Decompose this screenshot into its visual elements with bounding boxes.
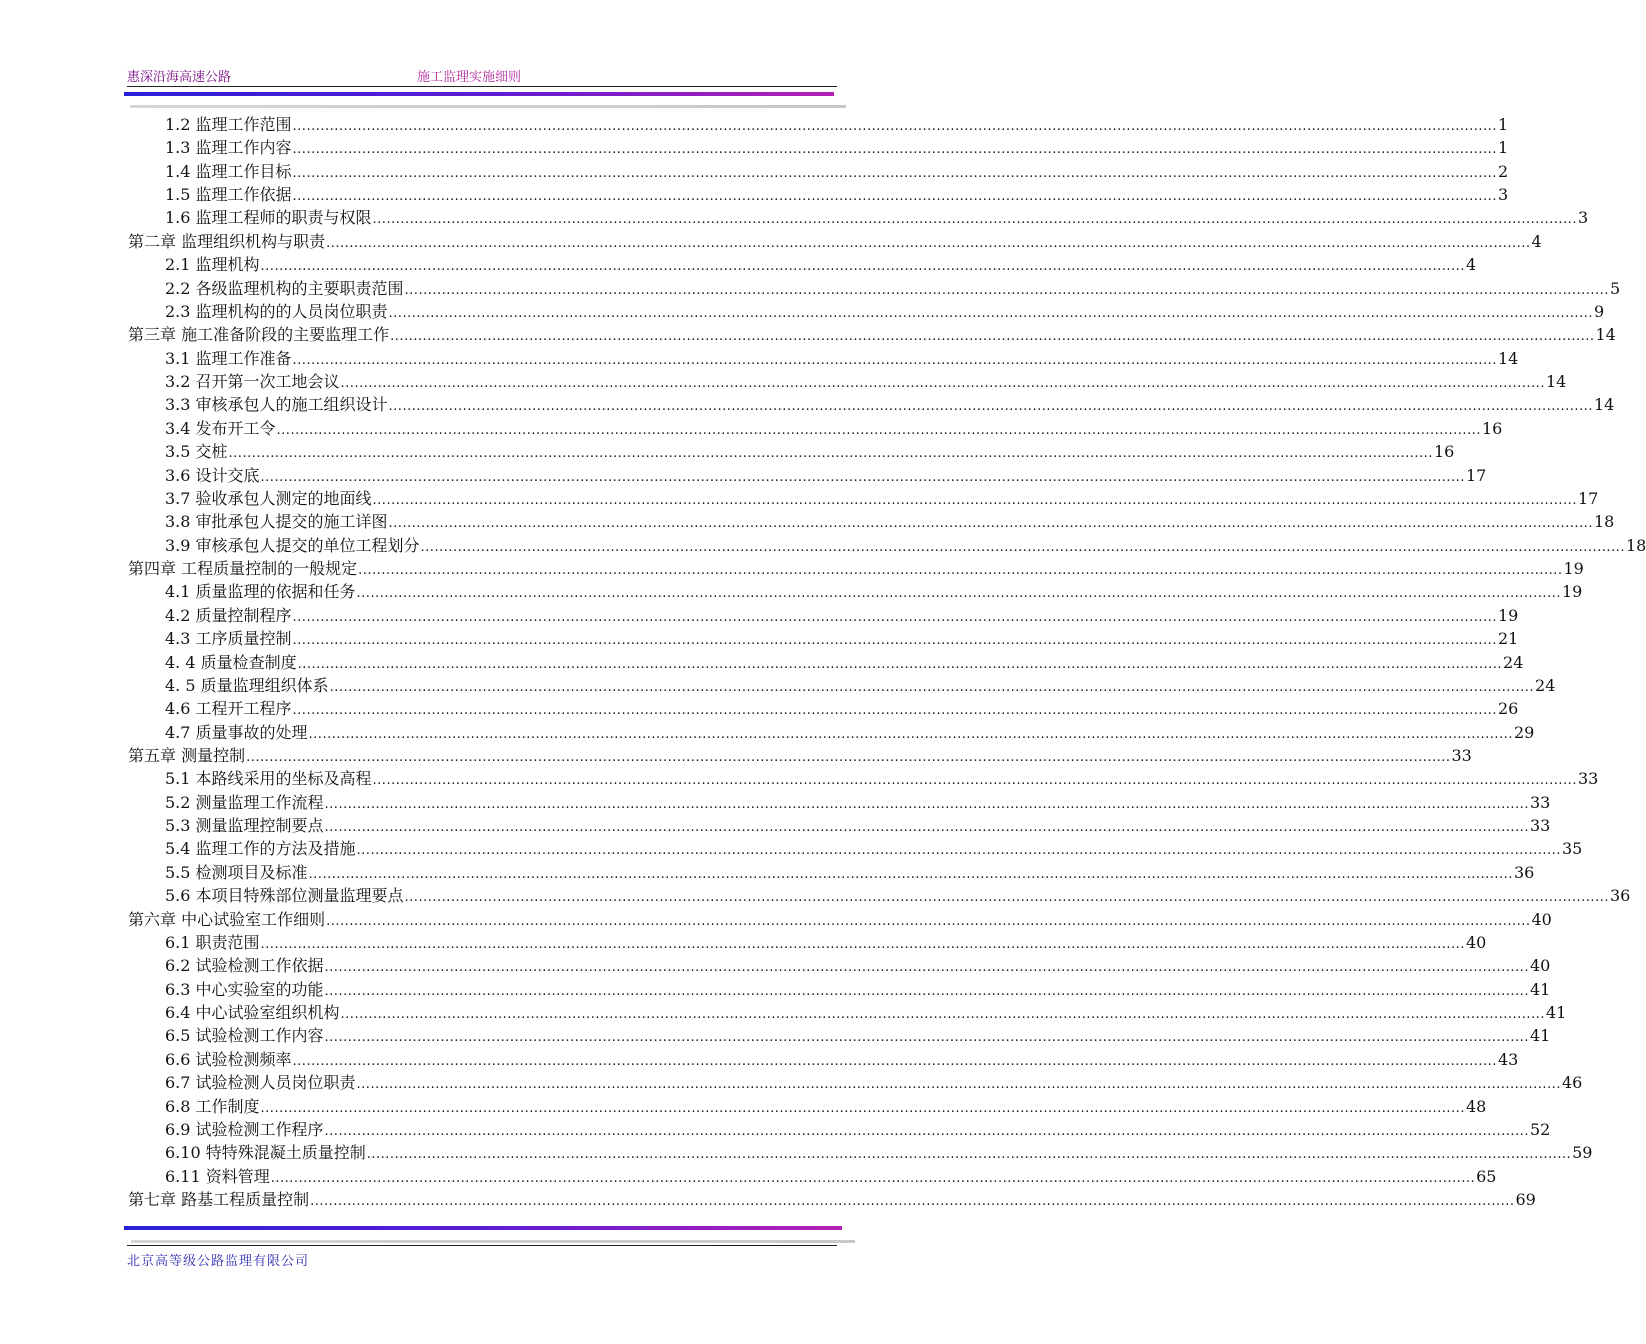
toc-entry-label: 5.4 监理工作的方法及措施 [165,839,356,859]
toc-entry-page-number: 2 [1497,161,1509,181]
toc-entry-page-number: 33 [1577,769,1599,789]
toc-dot-leader: .................................................................................................................................................................................................................................................................... [340,376,1545,392]
toc-entry-section[interactable] [165,884,1631,907]
toc-entry-section[interactable] [165,580,1583,603]
toc-entry-section[interactable] [165,370,1567,393]
toc-entry-page-number: 40 [1531,909,1552,929]
toc-entry-page-number: 69 [1515,1190,1536,1210]
toc-entry-page-number: 36 [1609,886,1631,906]
toc-entry-page-number: 48 [1465,1096,1487,1116]
toc-entry-label: 1.2 监理工作范围 [165,115,292,134]
toc-entry-label: 第七章 路基工程质量控制 [128,1190,310,1210]
toc-entry-label: 3.9 审核承包人提交的单位工程划分 [165,535,420,555]
toc-entry-label: 3.1 监理工作准备 [165,348,292,368]
toc-dot-leader: .................................................................................................................................................................................................................................................................... [292,119,1497,134]
toc-dot-leader: .................................................................................................................................................................................................................................................................... [276,422,1481,438]
toc-dot-leader: .................................................................................................................................................................................................................................................................... [270,1170,1476,1186]
toc-entry-section[interactable] [165,113,1509,136]
toc-entry-label: 6.4 中心试验室组织机构 [165,1003,340,1023]
toc-entry-label: 5.1 本路线采用的坐标及高程 [165,769,372,789]
toc-entry-label: 5.5 检测项目及标准 [165,862,308,882]
toc-dot-leader: .................................................................................................................................................................................................................................................................... [308,866,1513,882]
toc-dot-leader: .................................................................................................................................................................................................................................................................... [372,212,1577,228]
toc-entry-label: 3.7 验收承包人测定的地面线 [165,488,372,508]
toc-entry-label: 6.10 特特殊混凝土质量控制 [165,1143,366,1163]
toc-entry-section[interactable] [165,627,1519,650]
toc-entry-page-number: 18 [1593,512,1615,532]
toc-dot-leader: .................................................................................................................................................................................................................................................................... [292,1053,1497,1069]
toc-entry-page-number: 36 [1513,862,1535,882]
toc-entry-label: 4.2 质量控制程序 [165,605,292,625]
toc-entry-label: 第三章 施工准备阶段的主要监理工作 [128,325,390,345]
toc-entry-section[interactable] [165,1141,1593,1164]
toc-entry-page-number: 14 [1497,348,1519,368]
footer-divider-line [127,1245,837,1246]
footer-company-name: 北京高等级公路监理有限公司 [127,1254,310,1269]
toc-entry-page-number: 9 [1593,301,1605,321]
toc-dot-leader: .................................................................................................................................................................................................................................................................... [324,960,1529,976]
toc-dot-leader: .................................................................................................................................................................................................................................................................... [292,165,1497,181]
toc-dot-leader: .................................................................................................................................................................................................................................................................... [326,913,1531,929]
toc-entry-page-number: 41 [1529,979,1551,999]
toc-entry-page-number: 16 [1481,418,1503,438]
toc-dot-leader: .................................................................................................................................................................................................................................................................... [356,586,1561,602]
header-divider-line [127,86,837,87]
toc-dot-leader: .................................................................................................................................................................................................................................................................... [292,703,1497,719]
toc-entry-label: 3.4 发布开工令 [165,418,276,438]
toc-entry-page-number: 21 [1497,629,1519,649]
header-project-name: 惠深沿海高速公路 [127,70,232,85]
toc-entry-section[interactable] [165,978,1551,1001]
toc-entry-chapter[interactable] [128,1188,1536,1211]
toc-entry-page-number: 14 [1595,325,1616,345]
toc-entry-page-number: 52 [1529,1119,1551,1139]
toc-entry-label: 6.1 职责范围 [165,932,260,952]
toc-entry-label: 3.2 召开第一次工地会议 [165,372,340,392]
toc-entry-page-number: 14 [1593,395,1615,415]
toc-dot-leader: .................................................................................................................................................................................................................................................................... [292,633,1497,649]
toc-entry-page-number: 4 [1465,255,1477,275]
toc-dot-leader: .................................................................................................................................................................................................................................................................... [324,1123,1529,1139]
toc-entry-section[interactable] [165,697,1519,720]
toc-entry-page-number: 4 [1531,231,1542,251]
toc-entry-section[interactable] [165,510,1615,533]
toc-entry-label: 6.7 试验检测人员岗位职责 [165,1073,356,1093]
toc-dot-leader: .................................................................................................................................................................................................................................................................... [292,609,1497,625]
toc-dot-leader: .................................................................................................................................................................................................................................................................... [292,142,1497,158]
toc-entry-section[interactable] [165,1001,1567,1024]
toc-entry-section[interactable] [165,183,1509,206]
toc-entry-label: 4. 5 质量监理组织体系 [165,675,329,695]
toc-entry-label: 3.5 交桩 [165,442,228,462]
footer-accent-bar [124,1226,842,1230]
toc-entry-chapter[interactable] [128,908,1552,931]
toc-entry-page-number: 19 [1563,559,1584,579]
toc-dot-leader: .................................................................................................................................................................................................................................................................... [228,446,1433,462]
toc-dot-leader: .................................................................................................................................................................................................................................................................... [388,516,1593,532]
toc-dot-leader: .................................................................................................................................................................................................................................................................... [340,1007,1545,1023]
toc-entry-section[interactable] [165,814,1551,837]
toc-entry-section[interactable] [165,1071,1583,1094]
footer-shadow-bar [131,1240,855,1243]
toc-entry-page-number: 26 [1497,699,1519,719]
toc-dot-leader: .................................................................................................................................................................................................................................................................... [310,1194,1515,1210]
toc-dot-leader: .................................................................................................................................................................................................................................................................... [260,1100,1465,1116]
toc-entry-section[interactable] [165,604,1519,627]
toc-entry-section[interactable] [165,253,1477,276]
toc-entry-label: 第五章 测量控制 [128,745,246,765]
toc-entry-label: 6.8 工作制度 [165,1096,260,1116]
toc-entry-section[interactable] [165,721,1535,744]
toc-entry-page-number: 35 [1561,839,1583,859]
toc-dot-leader: .................................................................................................................................................................................................................................................................... [260,936,1465,952]
toc-entry-label: 6.5 试验检测工作内容 [165,1026,324,1046]
toc-entry-page-number: 40 [1529,956,1551,976]
toc-dot-leader: .................................................................................................................................................................................................................................................................... [324,820,1529,836]
toc-dot-leader: .................................................................................................................................................................................................................................................................... [356,1077,1561,1093]
toc-dot-leader: .................................................................................................................................................................................................................................................................... [246,749,1451,765]
toc-entry-page-number: 29 [1513,722,1535,742]
toc-entry-page-number: 41 [1545,1003,1567,1023]
toc-entry-page-number: 1 [1497,138,1509,158]
toc-dot-leader: .................................................................................................................................................................................................................................................................... [420,539,1625,555]
toc-entry-page-number: 18 [1625,535,1646,555]
toc-entry-page-number: 33 [1529,792,1551,812]
toc-entry-section[interactable] [165,136,1509,159]
toc-dot-leader: .................................................................................................................................................................................................................................................................... [388,305,1593,321]
toc-entry-section[interactable] [165,1048,1519,1071]
toc-entry-section[interactable] [165,931,1487,954]
toc-entry-section[interactable] [165,1024,1551,1047]
toc-entry-chapter[interactable] [128,744,1472,767]
toc-entry-section[interactable] [165,1118,1551,1141]
header-document-title: 施工监理实施细则 [417,70,522,85]
toc-dot-leader: .................................................................................................................................................................................................................................................................... [366,1147,1572,1163]
toc-entry-label: 3.6 设计交底 [165,465,260,485]
toc-entry-label: 第四章 工程质量控制的一般规定 [128,559,358,579]
toc-entry-page-number: 33 [1529,816,1551,836]
toc-entry-label: 1.5 监理工作依据 [165,185,292,205]
toc-entry-label: 2.2 各级监理机构的主要职责范围 [165,278,404,298]
toc-dot-leader: .................................................................................................................................................................................................................................................................... [292,352,1497,368]
toc-entry-section[interactable] [165,861,1535,884]
toc-entry-section[interactable] [165,277,1621,300]
toc-entry-section[interactable] [165,651,1524,674]
toc-entry-section[interactable] [165,440,1455,463]
toc-entry-label: 6.11 资料管理 [165,1166,270,1186]
toc-entry-chapter[interactable] [128,230,1542,253]
toc-entry-label: 4.6 工程开工程序 [165,699,292,719]
toc-entry-page-number: 33 [1451,745,1472,765]
toc-entry-label: 5.3 测量监理控制要点 [165,816,324,836]
page-header [127,66,837,86]
toc-entry-section[interactable] [165,206,1589,229]
toc-entry-page-number: 19 [1497,605,1519,625]
toc-entry-section[interactable] [165,464,1487,487]
toc-entry-page-number: 59 [1572,1143,1593,1163]
toc-dot-leader: .................................................................................................................................................................................................................................................................... [326,235,1531,251]
toc-entry-page-number: 3 [1497,185,1509,205]
toc-entry-page-number: 65 [1476,1166,1497,1186]
toc-entry-label: 5.2 测量监理工作流程 [165,792,324,812]
toc-entry-section[interactable] [165,1095,1487,1118]
toc-entry-page-number: 24 [1535,675,1556,695]
toc-entry-section[interactable] [165,534,1646,557]
toc-dot-leader: .................................................................................................................................................................................................................................................................... [324,983,1529,999]
toc-entry-page-number: 41 [1529,1026,1551,1046]
toc-entry-label: 6.9 试验检测工作程序 [165,1119,324,1139]
toc-dot-leader: .................................................................................................................................................................................................................................................................... [356,843,1561,859]
toc-entry-label: 1.4 监理工作目标 [165,161,292,181]
toc-entry-label: 3.8 审批承包人提交的施工详图 [165,512,388,532]
toc-dot-leader: .................................................................................................................................................................................................................................................................... [372,492,1577,508]
toc-entry-label: 3.3 审核承包人的施工组织设计 [165,395,388,415]
toc-entry-chapter[interactable] [128,557,1584,580]
toc-entry-page-number: 1 [1497,115,1509,134]
toc-entry-section[interactable] [165,954,1551,977]
toc-entry-section[interactable] [165,674,1556,697]
toc-entry-label: 1.3 监理工作内容 [165,138,292,158]
toc-entry-label: 1.6 监理工程师的职责与权限 [165,208,372,228]
toc-entry-section[interactable] [165,417,1503,440]
toc-dot-leader: .................................................................................................................................................................................................................................................................... [358,563,1563,579]
toc-dot-leader: .................................................................................................................................................................................................................................................................... [388,399,1593,415]
toc-dot-leader: .................................................................................................................................................................................................................................................................... [372,773,1577,789]
toc-entry-page-number: 16 [1433,442,1455,462]
toc-entry-section[interactable] [165,300,1605,323]
toc-dot-leader: .................................................................................................................................................................................................................................................................... [260,469,1465,485]
toc-entry-label: 4. 4 质量检查制度 [165,652,297,672]
toc-dot-leader: .................................................................................................................................................................................................................................................................... [292,189,1497,205]
toc-entry-section[interactable] [165,767,1599,790]
toc-dot-leader: .................................................................................................................................................................................................................................................................... [404,282,1609,298]
toc-dot-leader: .................................................................................................................................................................................................................................................................... [390,329,1595,345]
toc-entry-page-number: 19 [1561,582,1583,602]
toc-dot-leader: .................................................................................................................................................................................................................................................................... [308,726,1513,742]
toc-entry-label: 6.2 试验检测工作依据 [165,956,324,976]
toc-entry-label: 4.3 工序质量控制 [165,629,292,649]
toc-entry-page-number: 40 [1465,932,1487,952]
toc-entry-section[interactable] [165,487,1599,510]
toc-entry-section[interactable] [165,1165,1497,1188]
toc-dot-leader: .................................................................................................................................................................................................................................................................... [297,656,1503,672]
toc-dot-leader: .................................................................................................................................................................................................................................................................... [324,796,1529,812]
toc-entry-label: 第二章 监理组织机构与职责 [128,231,326,251]
toc-dot-leader: .................................................................................................................................................................................................................................................................... [260,259,1465,275]
toc-entry-label: 2.3 监理机构的的人员岗位职责 [165,301,388,321]
toc-entry-section[interactable] [165,160,1509,183]
toc-entry-page-number: 5 [1609,278,1621,298]
toc-dot-leader: .................................................................................................................................................................................................................................................................... [324,1030,1529,1046]
toc-entry-label: 6.6 试验检测频率 [165,1049,292,1069]
toc-entry-label: 4.7 质量事故的处理 [165,722,308,742]
toc-entry-section[interactable] [165,791,1551,814]
toc-entry-page-number: 14 [1545,372,1567,392]
header-shadow-bar [130,105,846,108]
toc-entry-label: 6.3 中心实验室的功能 [165,979,324,999]
toc-entry-chapter[interactable] [128,323,1616,346]
toc-entry-page-number: 17 [1577,488,1599,508]
toc-dot-leader: .................................................................................................................................................................................................................................................................... [329,679,1535,695]
toc-entry-section[interactable] [165,837,1583,860]
toc-entry-section[interactable] [165,393,1615,416]
toc-entry-label: 5.6 本项目特殊部位测量监理要点 [165,886,404,906]
toc-entry-page-number: 24 [1503,652,1524,672]
toc-entry-page-number: 43 [1497,1049,1519,1069]
toc-entry-page-number: 46 [1561,1073,1583,1093]
toc-entry-label: 2.1 监理机构 [165,255,260,275]
header-accent-bar [124,92,834,96]
toc-entry-label: 4.1 质量监理的依据和任务 [165,582,356,602]
toc-dot-leader: .................................................................................................................................................................................................................................................................... [404,890,1609,906]
toc-entry-label: 第六章 中心试验室工作细则 [128,909,326,929]
toc-entry-section[interactable] [165,347,1519,370]
toc-entry-page-number: 17 [1465,465,1487,485]
toc-entry-page-number: 3 [1577,208,1589,228]
